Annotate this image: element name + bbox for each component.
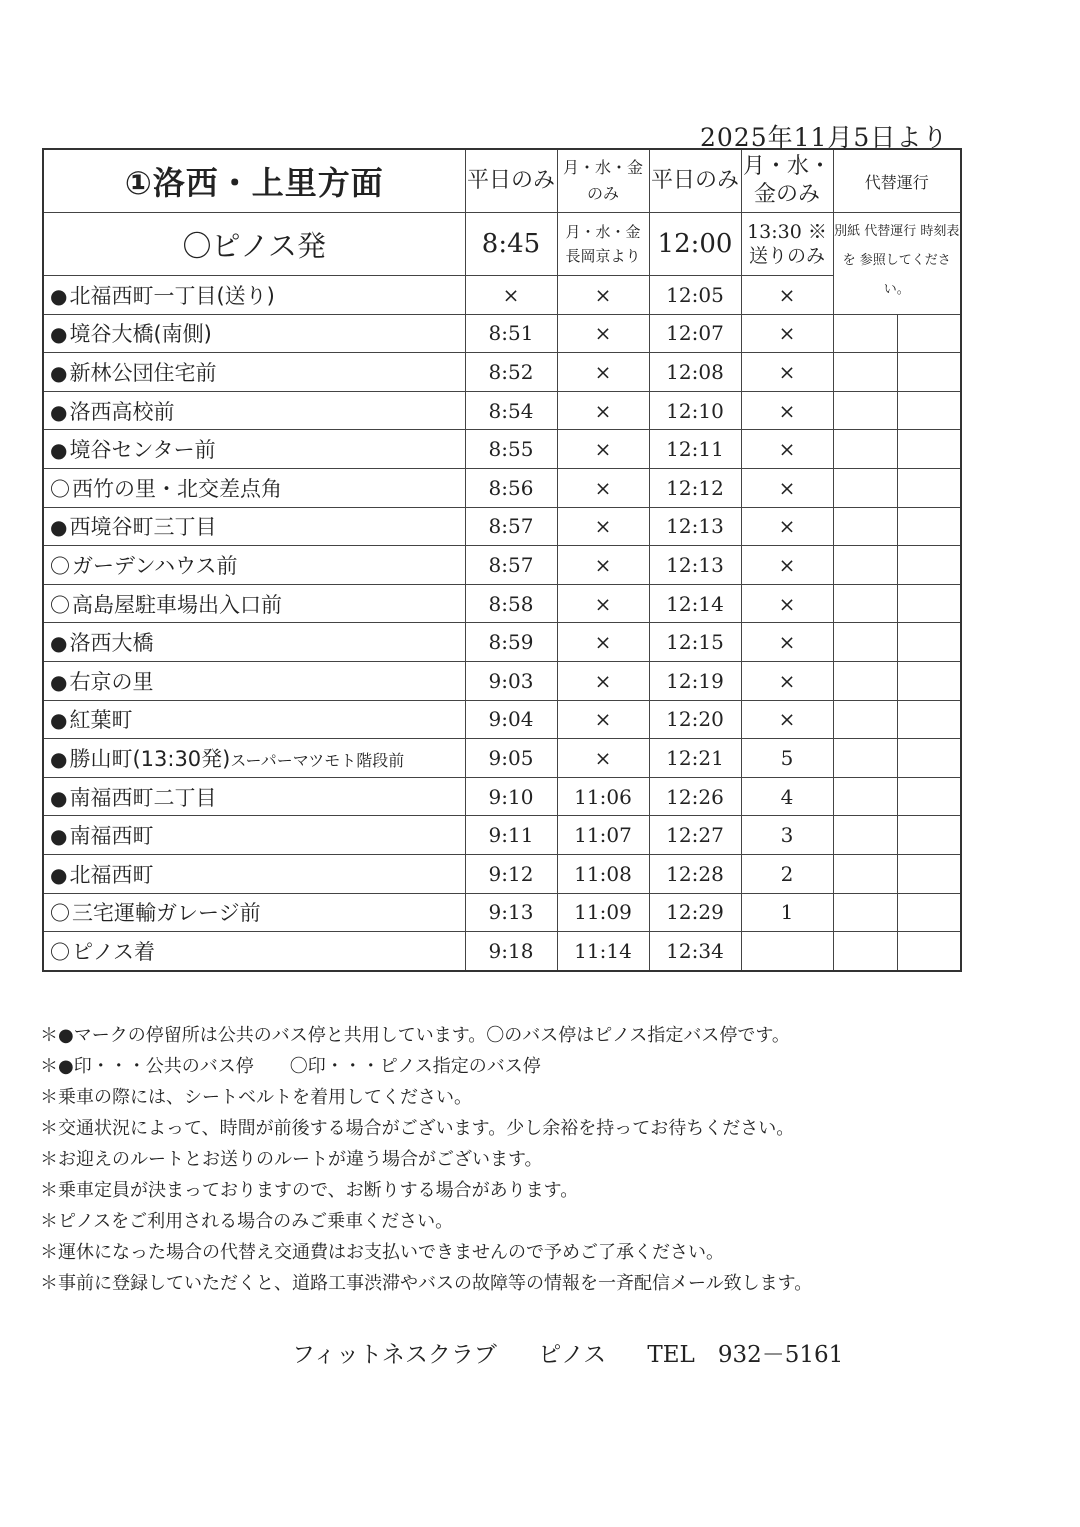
stop-row (43, 391, 961, 430)
time-cell-3: 12:29 (649, 893, 741, 932)
alt-cell-2 (897, 546, 961, 585)
header-row (43, 149, 961, 213)
alt-cell-2 (897, 314, 961, 353)
stop-row (43, 546, 961, 585)
time-cell-1: 8:52 (465, 353, 557, 392)
timetable (42, 148, 962, 972)
stop-name-cell (43, 584, 465, 623)
time-cell-1: 9:03 (465, 661, 557, 700)
stop-name-cell (43, 623, 465, 662)
col-header-2: 月・水・金のみ (557, 149, 649, 213)
time-cell-4: × (741, 468, 833, 507)
time-cell-1: 8:55 (465, 430, 557, 469)
stop-name-cell (43, 546, 465, 585)
stop-row (43, 816, 961, 855)
stop-name-cell (43, 276, 465, 315)
time-cell-4: × (741, 661, 833, 700)
time-cell-4: × (741, 391, 833, 430)
time-cell-3: 12:13 (649, 507, 741, 546)
time-cell-3: 12:11 (649, 430, 741, 469)
stop-name: 南福西町 (69, 824, 154, 849)
stop-name-cell (43, 353, 465, 392)
alt-cell-1 (833, 661, 897, 700)
time-cell-3: 12:08 (649, 353, 741, 392)
stop-name-cell (43, 893, 465, 932)
stop-name: 南福西町二丁目 (69, 785, 217, 810)
time-cell-3: 12:28 (649, 854, 741, 893)
alt-cell-1 (833, 932, 897, 971)
alt-cell-1 (833, 353, 897, 392)
stop-marker: ● (50, 438, 68, 463)
origin-time-1: 8:45 (465, 213, 557, 276)
stop-marker: ● (50, 824, 68, 849)
stop-name-cell (43, 854, 465, 893)
time-cell-1: 9:04 (465, 700, 557, 739)
time-cell-3: 12:34 (649, 932, 741, 971)
stop-marker: ● (50, 515, 68, 540)
time-cell-2: × (557, 739, 649, 778)
stop-row (43, 276, 961, 315)
phone-number: TEL 932－5161 (647, 1342, 844, 1368)
stop-name: 勝山町(13:30発) (69, 746, 231, 771)
time-cell-2: × (557, 700, 649, 739)
time-cell-2: × (557, 661, 649, 700)
stop-row (43, 854, 961, 893)
stop-name: 西境谷町三丁目 (69, 515, 217, 540)
time-cell-1: 8:54 (465, 391, 557, 430)
time-cell-4: × (741, 584, 833, 623)
time-cell-2: 11:06 (557, 777, 649, 816)
alt-cell-1 (833, 314, 897, 353)
alt-cell-1 (833, 546, 897, 585)
alt-cell-1 (833, 584, 897, 623)
time-cell-4 (741, 932, 833, 971)
notes-list (40, 1020, 1040, 1299)
alt-service-note: 別紙 代替運行 時刻表を 参照してください。 (833, 213, 961, 315)
stop-row (43, 623, 961, 662)
stop-row (43, 430, 961, 469)
time-cell-4: 1 (741, 893, 833, 932)
origin-time-2: 月・水・金 長岡京より (557, 213, 649, 276)
origin-label: 〇ピノス発 (43, 213, 465, 276)
alt-cell-1 (833, 430, 897, 469)
time-cell-1: 8:57 (465, 507, 557, 546)
time-cell-2: × (557, 507, 649, 546)
time-cell-3: 12:10 (649, 391, 741, 430)
alt-cell-2 (897, 854, 961, 893)
alt-cell-1 (833, 468, 897, 507)
time-cell-4: × (741, 546, 833, 585)
alt-cell-2 (897, 430, 961, 469)
stop-row (43, 700, 961, 739)
time-cell-3: 12:19 (649, 661, 741, 700)
time-cell-4: 3 (741, 816, 833, 855)
stop-name: 境谷センター前 (69, 438, 216, 463)
stop-marker: 〇 (50, 553, 70, 578)
stop-name-cell (43, 739, 465, 778)
time-cell-2: 11:07 (557, 816, 649, 855)
stop-row (43, 314, 961, 353)
alt-cell-1 (833, 777, 897, 816)
alt-cell-2 (897, 353, 961, 392)
time-cell-1: 9:11 (465, 816, 557, 855)
effective-date: 2025年11月5日より (700, 123, 949, 152)
time-cell-4: × (741, 507, 833, 546)
note-item: ＊乗車定員が決まっておりますので、お断りする場合があります。 (40, 1180, 579, 1201)
stop-row (43, 661, 961, 700)
time-cell-2: 11:09 (557, 893, 649, 932)
stop-name: 高島屋駐車場出入口前 (72, 592, 282, 617)
stop-row (43, 584, 961, 623)
stop-marker: ● (50, 862, 68, 887)
time-cell-4: 4 (741, 777, 833, 816)
col-header-4: 月・水・金のみ (741, 149, 833, 213)
route-title: ①洛西・上里方面 (43, 149, 465, 213)
stop-marker: ● (50, 746, 68, 771)
time-cell-4: × (741, 700, 833, 739)
time-cell-3: 12:20 (649, 700, 741, 739)
note-item: ＊ピノスをご利用される場合のみご乗車ください。 (40, 1211, 454, 1232)
time-cell-1: 8:56 (465, 468, 557, 507)
stop-marker: ● (50, 785, 68, 810)
time-cell-3: 12:12 (649, 468, 741, 507)
time-cell-1: 8:51 (465, 314, 557, 353)
note-item: ＊乗車の際には、シートベルトを着用してください。 (40, 1087, 472, 1108)
time-cell-1: × (465, 276, 557, 315)
stop-row (43, 353, 961, 392)
time-cell-3: 12:13 (649, 546, 741, 585)
time-cell-2: 11:08 (557, 854, 649, 893)
col-header-1: 平日のみ (465, 149, 557, 213)
alt-cell-2 (897, 777, 961, 816)
time-cell-4: 2 (741, 854, 833, 893)
time-cell-3: 12:21 (649, 739, 741, 778)
stop-name: 紅葉町 (69, 708, 133, 733)
alt-cell-2 (897, 932, 961, 971)
stop-name: ガーデンハウス前 (72, 553, 238, 578)
time-cell-2: × (557, 546, 649, 585)
stop-row (43, 739, 961, 778)
stop-marker: 〇 (50, 901, 70, 926)
stop-marker: 〇 (50, 476, 70, 501)
time-cell-3: 12:15 (649, 623, 741, 662)
note-item: ＊運休になった場合の代替え交通費はお支払いできませんので予めご了承ください。 (40, 1242, 724, 1263)
time-cell-2: × (557, 623, 649, 662)
stop-name-cell (43, 391, 465, 430)
stop-sub-name: スーパーマツモト階段前 (230, 750, 405, 770)
col-header-3: 平日のみ (649, 149, 741, 213)
note-item: ＊事前に登録していただくと、道路工事渋滞やバスの故障等の情報を一斉配信メール致します。 (40, 1273, 813, 1294)
time-cell-1: 9:13 (465, 893, 557, 932)
alt-service-header: 代替運行 (833, 149, 961, 213)
time-cell-1: 9:12 (465, 854, 557, 893)
time-cell-4: × (741, 314, 833, 353)
alt-cell-2 (897, 739, 961, 778)
stop-marker: ● (50, 360, 68, 385)
stop-name: 西竹の里・北交差点角 (72, 476, 282, 501)
time-cell-1: 8:57 (465, 546, 557, 585)
stop-name: 北福西町一丁目(送り) (69, 283, 275, 308)
time-cell-2: × (557, 584, 649, 623)
alt-cell-1 (833, 893, 897, 932)
time-cell-4: × (741, 430, 833, 469)
stop-marker: 〇 (50, 592, 70, 617)
time-cell-1: 9:18 (465, 932, 557, 971)
stop-row (43, 507, 961, 546)
alt-cell-1 (833, 623, 897, 662)
stop-name-cell (43, 777, 465, 816)
alt-cell-2 (897, 893, 961, 932)
alt-cell-1 (833, 739, 897, 778)
time-cell-2: × (557, 391, 649, 430)
time-cell-1: 9:10 (465, 777, 557, 816)
note-item: ＊交通状況によって、時間が前後する場合がございます。少し余裕を持ってお待ちください。 (40, 1118, 795, 1139)
alt-cell-2 (897, 468, 961, 507)
stop-marker: ● (50, 322, 68, 347)
stop-name-cell (43, 468, 465, 507)
time-cell-2: × (557, 430, 649, 469)
stop-name-cell (43, 816, 465, 855)
stop-marker: ● (50, 631, 68, 656)
origin-time-3: 12:00 (649, 213, 741, 276)
stop-name-cell (43, 507, 465, 546)
time-cell-3: 12:26 (649, 777, 741, 816)
alt-cell-2 (897, 507, 961, 546)
time-cell-2: × (557, 314, 649, 353)
alt-cell-2 (897, 700, 961, 739)
stop-name-cell (43, 661, 465, 700)
alt-cell-1 (833, 700, 897, 739)
time-cell-3: 12:14 (649, 584, 741, 623)
time-cell-1: 8:58 (465, 584, 557, 623)
stop-name: 新林公団住宅前 (69, 360, 217, 385)
alt-cell-1 (833, 391, 897, 430)
club-type: フィットネスクラブ (292, 1342, 497, 1368)
stop-name-cell (43, 430, 465, 469)
stop-row (43, 777, 961, 816)
time-cell-2: × (557, 276, 649, 315)
stop-name: 北福西町 (69, 862, 154, 887)
time-cell-4: × (741, 353, 833, 392)
alt-cell-2 (897, 584, 961, 623)
alt-cell-1 (833, 854, 897, 893)
time-cell-2: × (557, 468, 649, 507)
time-cell-3: 12:27 (649, 816, 741, 855)
alt-cell-2 (897, 661, 961, 700)
stop-name-cell (43, 314, 465, 353)
stop-name-cell (43, 700, 465, 739)
time-cell-1: 8:59 (465, 623, 557, 662)
stop-marker: ● (50, 708, 68, 733)
stop-name: ピノス着 (72, 939, 155, 964)
stop-marker: ● (50, 283, 68, 308)
stop-name: 洛西大橋 (69, 631, 154, 656)
note-item: ＊●マークの停留所は公共のバス停と共用しています。〇のバス停はピノス指定バス停です。 (40, 1025, 790, 1046)
club-name: ピノス (538, 1342, 607, 1368)
time-cell-4: × (741, 623, 833, 662)
alt-cell-1 (833, 816, 897, 855)
stop-name: 三宅運輸ガレージ前 (72, 901, 261, 926)
time-cell-3: 12:07 (649, 314, 741, 353)
stop-marker: 〇 (50, 939, 70, 964)
alt-cell-2 (897, 391, 961, 430)
stop-name-cell (43, 932, 465, 971)
alt-cell-2 (897, 623, 961, 662)
time-cell-2: 11:14 (557, 932, 649, 971)
stop-row (43, 468, 961, 507)
stop-name: 洛西高校前 (69, 399, 175, 424)
time-cell-2: × (557, 353, 649, 392)
time-cell-1: 9:05 (465, 739, 557, 778)
stop-row (43, 932, 961, 971)
stop-row (43, 893, 961, 932)
alt-cell-2 (897, 816, 961, 855)
origin-row (43, 213, 961, 276)
note-item: ＊お迎えのルートとお送りのルートが違う場合がございます。 (40, 1149, 543, 1170)
stop-marker: ● (50, 399, 68, 424)
alt-cell-1 (833, 507, 897, 546)
footer-contact (292, 1336, 877, 1369)
origin-time-4: 13:30 ※送りのみ (741, 213, 833, 276)
stop-name: 境谷大橋(南側) (69, 322, 212, 347)
time-cell-3: 12:05 (649, 276, 741, 315)
note-item: ＊●印・・・公共のバス停 〇印・・・ピノス指定のバス停 (40, 1056, 541, 1077)
stop-marker: ● (50, 669, 68, 694)
time-cell-4: × (741, 276, 833, 315)
stop-name: 右京の里 (69, 669, 154, 694)
time-cell-4: 5 (741, 739, 833, 778)
